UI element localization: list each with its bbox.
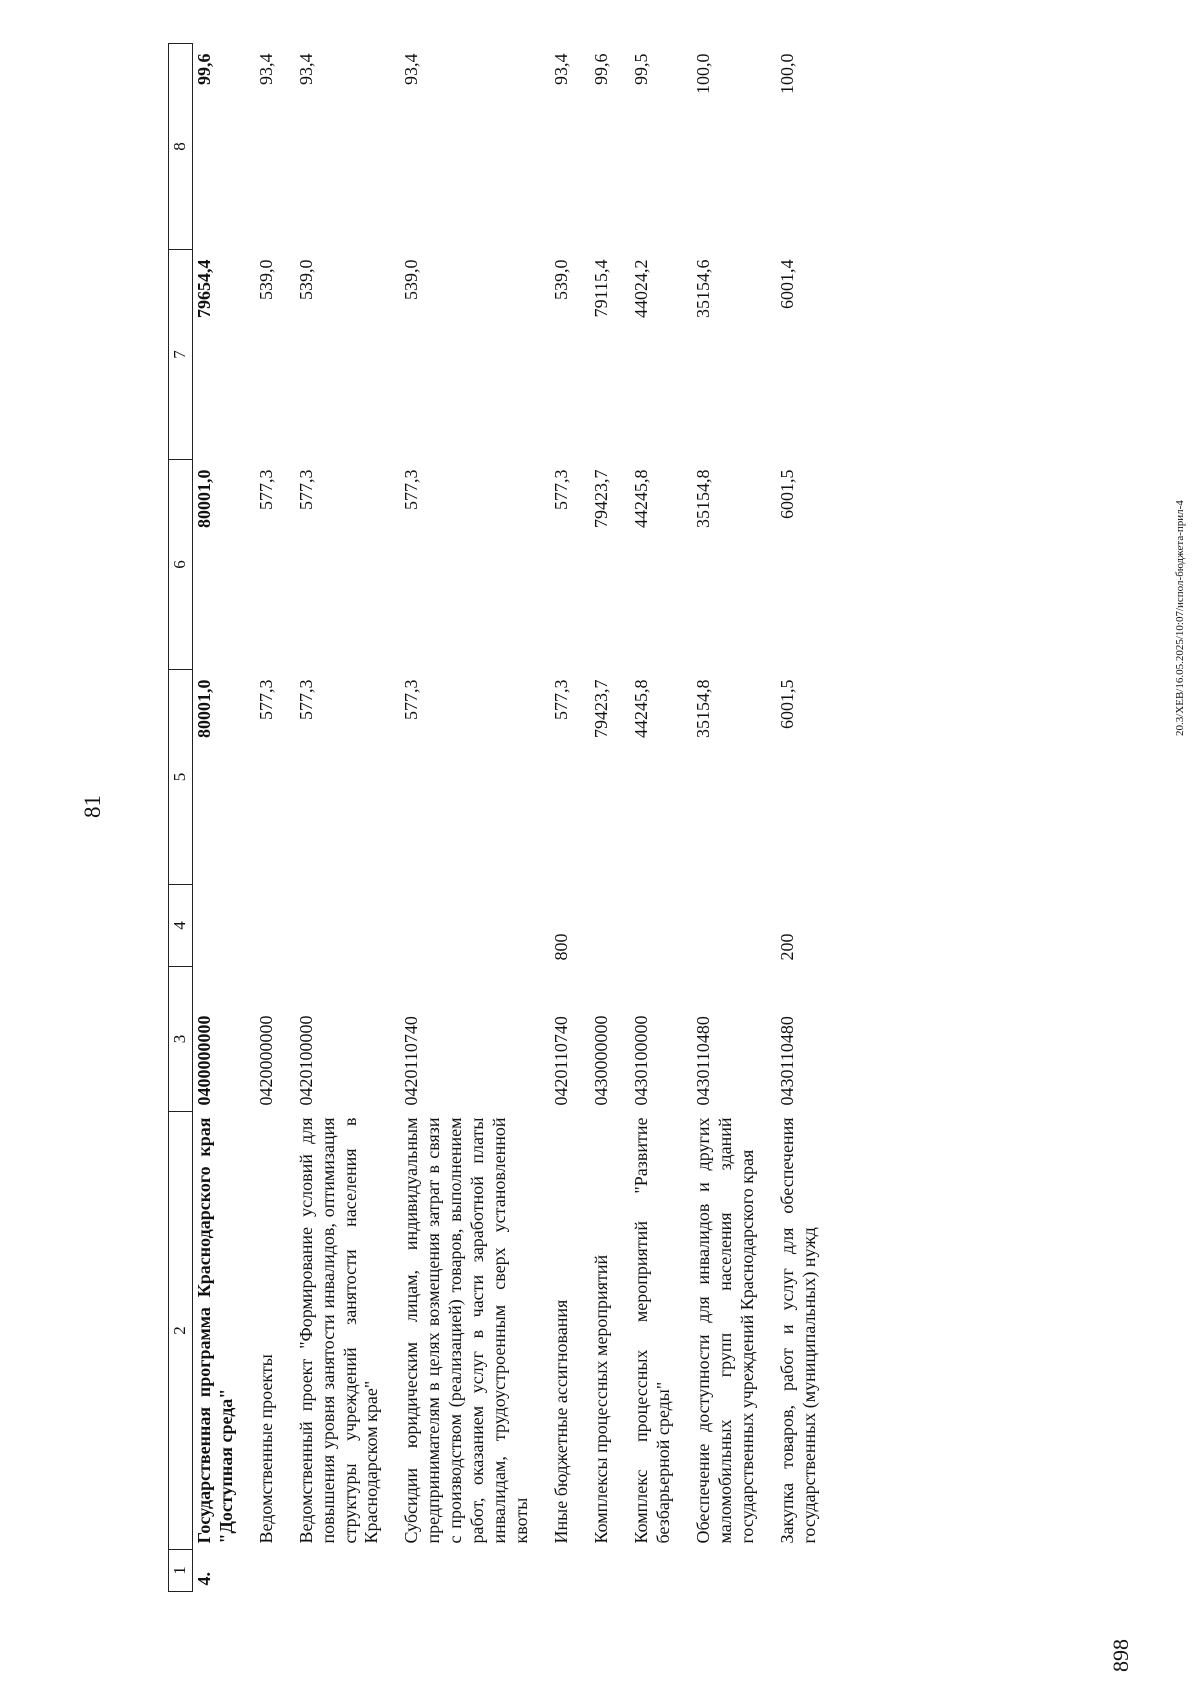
value-col8: 93,4	[255, 53, 276, 85]
target-article-code: 0430110480	[692, 1016, 713, 1106]
row-name: Субсидии юридическим лицам, индивидуальным предпринимателям в целях возмещения затрат в связи с производством (реализацией) товаров, выполнением работ, оказанием услуг в части заработной платы инвалидам, трудоустроенным сверх установленной квоты	[401, 1117, 532, 1544]
target-article-code: 0420100000	[295, 1015, 316, 1106]
table-row	[575, 44, 615, 1592]
expense-type-code	[280, 885, 386, 967]
table-row	[280, 44, 386, 1592]
row-number: 4.	[193, 1572, 214, 1586]
row-number	[677, 1550, 761, 1592]
value-col5: 577,3	[401, 679, 422, 720]
target-article-code: 0400000000	[193, 1015, 214, 1106]
row-name: Комплексы процессных мероприятий	[591, 1254, 612, 1544]
expense-type-code	[575, 885, 615, 967]
document-footer-code: 20.3/XEB/16.05.2025/10:07/испол-бюджета-прил-4	[1174, 500, 1186, 736]
column-header: 4	[169, 885, 193, 967]
value-col7: 539,0	[255, 259, 276, 300]
value-col7: 539,0	[401, 259, 422, 300]
table-header	[169, 44, 193, 1592]
target-article-code: 0430000000	[591, 1015, 612, 1106]
sheet-number: 898	[1108, 1639, 1133, 1672]
row-number	[615, 1550, 677, 1592]
row-name: Ведомственные проекты	[255, 1354, 276, 1544]
row-number	[535, 1550, 575, 1592]
header-row	[169, 44, 193, 1592]
row-number	[240, 1550, 280, 1592]
value-col6: 577,3	[401, 469, 422, 510]
row-name: Ведомственный проект "Формирование условий для повышения уровня занятости инвалидов, оптимизация структуры учреждений занятости населения в Краснодарском крае"	[295, 1117, 382, 1544]
value-col5: 577,3	[551, 679, 572, 720]
page-number: 81	[80, 795, 105, 818]
target-article-code: 0420110740	[401, 1016, 422, 1106]
value-col5: 6001,5	[776, 679, 797, 729]
value-col6: 35154,8	[692, 469, 713, 528]
value-col6: 6001,5	[776, 469, 797, 519]
column-header: 3	[169, 967, 193, 1112]
row-name: Закупка товаров, работ и услуг для обеспечения государственных (муниципальных) нужд	[776, 1117, 819, 1544]
table-row	[761, 44, 823, 1592]
column-header: 6	[169, 460, 193, 670]
value-col7: 79654,4	[193, 259, 214, 318]
row-name: Иные бюджетные ассигнования	[551, 1299, 572, 1544]
table-row	[192, 44, 239, 1592]
expense-type-code	[385, 885, 535, 967]
value-col6: 577,3	[551, 469, 572, 510]
column-header: 2	[169, 1112, 193, 1550]
value-col7: 44024,2	[631, 259, 652, 318]
rotated-table-container	[168, 44, 1193, 1592]
value-col7: 6001,4	[776, 259, 797, 309]
row-name: Комплекс процессных мероприятий "Развитие безбарьерной среды"	[631, 1117, 673, 1544]
row-number	[385, 1550, 535, 1592]
value-col8: 93,4	[401, 53, 422, 85]
column-header: 5	[169, 670, 193, 885]
value-col7: 35154,6	[692, 259, 713, 318]
value-col8: 99,5	[631, 53, 652, 85]
table-body	[192, 44, 822, 1592]
expense-type-code: 200	[776, 933, 797, 961]
column-header: 7	[169, 250, 193, 460]
value-col8: 93,4	[551, 53, 572, 85]
value-col5: 35154,8	[692, 679, 713, 738]
row-number	[761, 1550, 823, 1592]
target-article-code: 0430100000	[631, 1015, 652, 1106]
value-col5: 577,3	[295, 679, 316, 720]
target-article-code: 0420110740	[551, 1016, 572, 1106]
row-name: Обеспечение доступности для инвалидов и других маломобильных групп населения зданий государственных учреждений Краснодарского края	[692, 1117, 757, 1544]
row-number	[280, 1550, 386, 1592]
expense-type-code	[240, 885, 280, 967]
expense-type-code	[615, 885, 677, 967]
table-row	[677, 44, 761, 1592]
value-col8: 100,0	[776, 53, 797, 94]
row-number	[575, 1550, 615, 1592]
table-row	[535, 44, 575, 1592]
value-col5: 79423,7	[591, 679, 612, 738]
value-col6: 80001,0	[193, 469, 214, 528]
value-col8: 93,4	[295, 53, 316, 85]
table-row	[240, 44, 280, 1592]
value-col8: 99,6	[193, 53, 214, 85]
value-col8: 100,0	[692, 53, 713, 94]
target-article-code: 0430110480	[776, 1016, 797, 1106]
expense-type-code: 800	[551, 933, 572, 961]
expense-type-code	[677, 885, 761, 967]
target-article-code: 0420000000	[255, 1015, 276, 1106]
expense-type-code	[192, 885, 239, 967]
value-col5: 44245,8	[631, 679, 652, 738]
value-col8: 99,6	[591, 53, 612, 85]
value-col7: 539,0	[295, 259, 316, 300]
budget-execution-table	[168, 43, 823, 1592]
value-col6: 79423,7	[591, 469, 612, 528]
value-col6: 577,3	[255, 469, 276, 510]
column-header: 8	[169, 44, 193, 250]
value-col7: 79115,4	[591, 259, 612, 318]
value-col6: 577,3	[295, 469, 316, 510]
value-col5: 80001,0	[193, 679, 214, 738]
column-header: 1	[169, 1550, 193, 1592]
value-col7: 539,0	[551, 259, 572, 300]
table-row	[385, 44, 535, 1592]
value-col6: 44245,8	[631, 469, 652, 528]
table-row	[615, 44, 677, 1592]
value-col5: 577,3	[255, 679, 276, 720]
row-name: Государственная программа Краснодарского края "Доступная среда"	[193, 1117, 236, 1544]
